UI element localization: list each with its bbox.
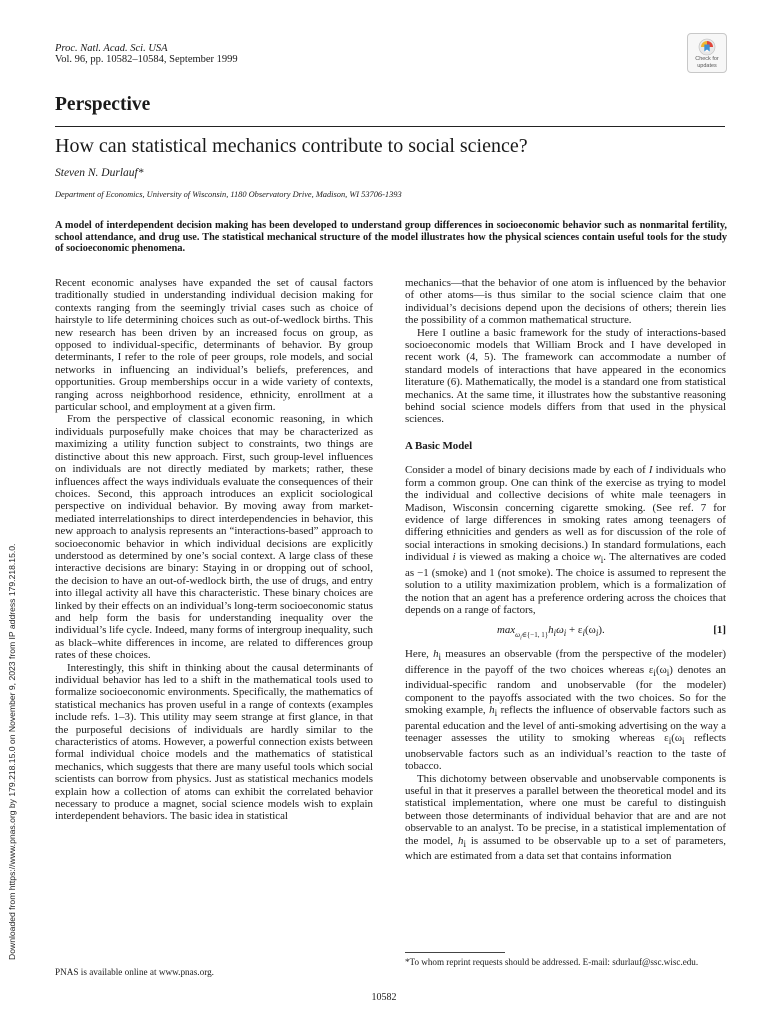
footnote: *To whom reprint requests should be addressed. E-mail: sdurlauf@ssc.wisc.edu. [405,957,699,967]
body-paragraph: Interestingly, this shift in thinking about the causal determinants of individual behavior has led to a shift in the mathematical tools used to formalize socioeconomic environments. Specifically, the mathematics of statistical mechanics has proven useful in a range of contexts (examples include refs. 1–3). This utility may seem strange at first glance, in that the purposeful decisions of individuals are hardly similar to the characteristics of atoms. However, a powerful connection exists between formal individual choice models and the mathematics of statistical mechanics, which suggests that there are many useful tools which social scientists can borrow from physics. Just as statistical mechanics models explain how a collection of atoms can exhibit the correlated behavior necessary to produce a magnet, social science models wish to explain interdependent behaviors. The basic idea in statistical [55,661,373,823]
section-label: Perspective [55,94,151,115]
equation-number: [1] [713,624,726,637]
badge-line-2: updates [697,62,717,69]
crossmark-icon [698,38,716,56]
footnote-rule [405,952,505,953]
body-paragraph: Consider a model of binary decisions made by each of I individuals who form a common group. One can think of the exercise as trying to model the individual and collective decisions of white male teenagers in Madison, Wisconsin concerning cigarette smoking. (See ref. 7 for evidence of large differences in smoking rates among teenagers of differing ethnicities and genders as well as for discussion of the role of social interactions in smoking decisions.) In standard formulations, each individual i is viewed as making a choice $w_i$. The alternatives are coded as −1 (smoke) and 1 (not smoke). The choice is assumed to represent the solution to a utility maximization problem, which is a formalization of the notion that an agent has a preference ordering across the choices that depends on a range of factors, [405,464,726,616]
author-name: Steven N. Durlauf* [55,167,144,179]
journal-volume: Vol. 96, pp. 10582–10584, September 1999 [55,54,238,65]
abstract: A model of interdependent decision making has been developed to understand group differences in socioeconomic behavior such as nonmarital fertility, school attendance, and drug use. The statistical mechanical structure of the model illustrates how the physical sciences contain useful tools for the study of socioeconomic phenomena. [55,220,727,255]
page-number: 10582 [371,992,397,1003]
badge-line-1: Check for [695,56,719,62]
body-paragraph: This dichotomy between observable and unobservable components is useful in that it preserves a parallel between the theoretical model and its statistical implementation, where one must be careful to distinguish between those determinants of individual behavior that are and are not observable to an analyst. To be precise, in a statistical implementation of the model, $h_i$ is assumed to be observable up to a set of parameters, which are estimated from a data set that contains information [405,772,727,863]
left-column [55,277,373,823]
body-paragraph: Here I outline a basic framework for the study of interactions-based socioeconomic models that William Brock and I have developed in recent work (4, 5). The framework can accommodate a number of standard models of interactions that have appeared in the economics literature (6). Mathematically, the model is a standard one from statistical mechanics. At the same time, it illustrates how the substantive reasoning behind social science models differs from that used in the physical sciences. [405,326,726,426]
body-paragraph: Recent economic analyses have expanded the set of causal factors traditionally studied in understanding individual decision making for contexts ranging from the seemingly trivial cases such as choice of hairstyle to life determining choices such as out-of-wedlock births. This new research has been driven by an increased focus on group, as opposed to individual-specific, determinants of behavior. By group determinants, I refer to the role of peer groups, role models, and social networks in influencing an individual’s beliefs, preferences, and opportunities. Group memberships occur in a wide variety of contexts, ranging across neighborhood residence, ethnicity, enrollment at a particular school, and employment at a given firm. [55,277,373,414]
body-paragraph: From the perspective of classical economic reasoning, in which individuals purposefully make choices that may be characterized as maximizing a utility function subject to constraints, two things are distinctive about this new approach. First, such group-level influences on individuals are not directly mediated by markets; rather, these influences affect the ways individuals evaluate the consequences of their choices. Second, this approach introduces an explicit sociological perspective on individual behavior. By moving away from market-mediated interrelationships to direct interdependencies in behavior, this new approach to analysis represents an “interactions-based” approach to socioeconomic behavior in which individual decisions are explicitly understood as determined by one’s social context. A large class of these interactive decisions are binary: Staying in or dropping out of school, the decision to have an out-of-wedlock birth, the use of drugs, and entry into illegal activity all have this characteristic. These binary choices are linked by their effects on an individual’s long-term socioeconomic status and help form the basis for understanding inequality over the individual’s life cycle. Indeed, many forms of intergroup inequality, such as black–white differences in income, are related to differences group rates of these choices. [55,413,373,662]
body-paragraph: mechanics—that the behavior of one atom is influenced by the behavior of other atoms—is thus similar to the social science claim that one individual’s decisions depend upon the decisions of others; therein lies the possibility of a common mathematical structure. [405,277,726,327]
section-heading: A Basic Model [405,439,473,452]
journal-name: Proc. Natl. Acad. Sci. USA [55,43,168,54]
availability-note: PNAS is available online at www.pnas.org. [55,967,214,977]
header-rule [55,126,725,127]
journal-citation [55,43,238,65]
equation-1 [405,624,726,641]
equation-body: $\max_{\omega_i\in\{-1, 1\}}h_i\omega_i + \varepsilon_i(\omega_i)$. [497,624,605,641]
right-column [405,277,726,863]
check-for-updates-badge[interactable] [687,33,727,73]
body-paragraph: Here, $h_i$ measures an observable (from the perspective of the modeler) difference in the payoff of the two choices whereas $\varepsilon_i(\omega_i)$ denotes an individual-specific random and unobservable (for the modeler) component to the payoffs associated with the two choices. So for the smoking example, $h_i$ reflects the influence of observable factors such as parental education and the level of anti-smoking advertising on the way a teenager assesses the utility to smoking whereas $\varepsilon_i(\omega_i$ reflects unobservable factors such as an individual’s reaction to the taste of tobacco. [405,648,726,773]
author-affiliation: Department of Economics, University of Wisconsin, 1180 Observatory Drive, Madison, WI 53706-1393 [55,190,402,199]
download-sidebar: Downloaded from https://www.pnas.org by 179.218.15.0 on November 9, 2023 from IP address 179.218.15.0. [7,543,17,960]
article-title: How can statistical mechanics contribute to social science? [55,135,528,157]
